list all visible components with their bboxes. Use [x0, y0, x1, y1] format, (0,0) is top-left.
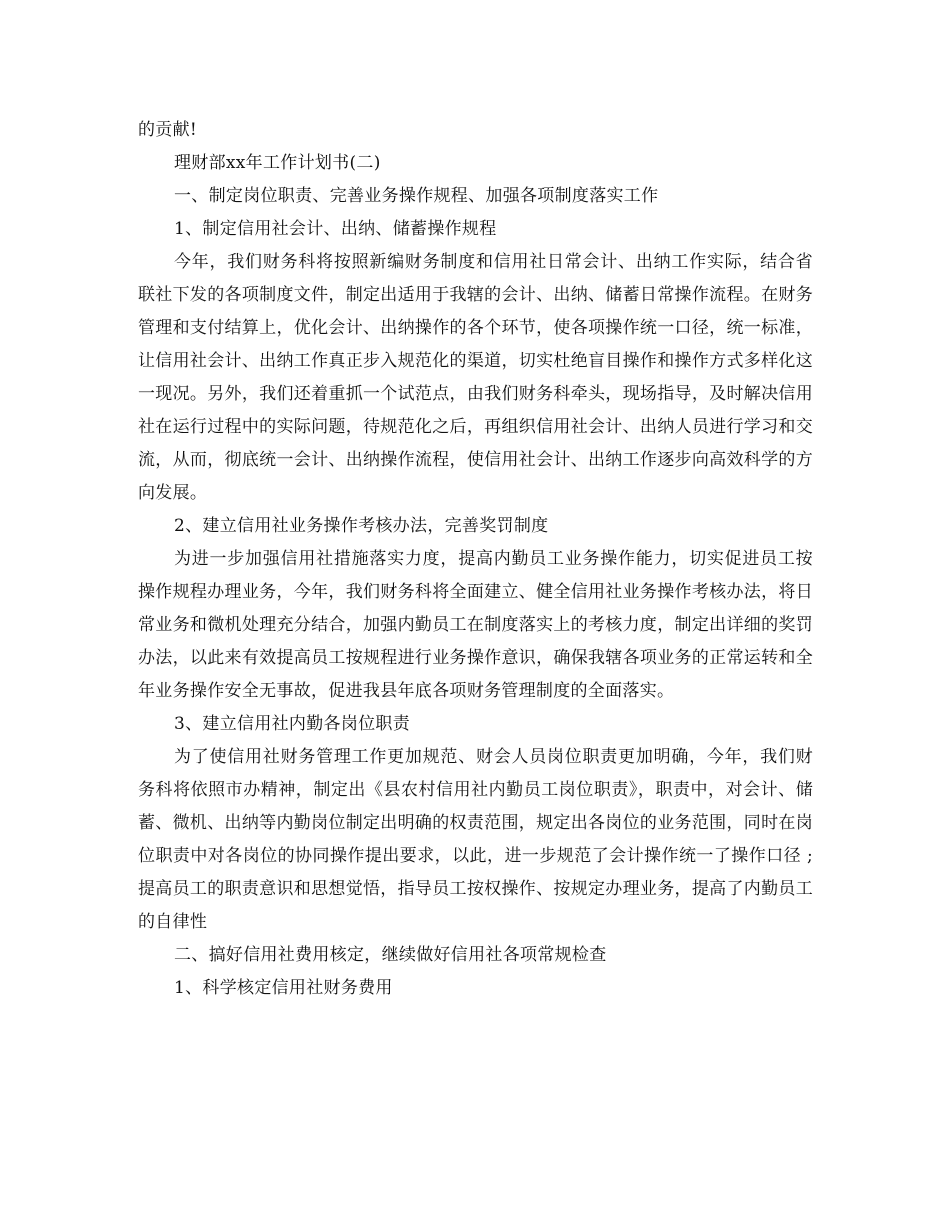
paragraph-closing-line: 的贡献!: [138, 120, 198, 140]
section-heading-1: 一、制定岗位职责、完善业务操作规程、加强各项制度落实工作: [174, 186, 659, 206]
subsection-heading-1-2: 2、建立信用社业务操作考核办法，完善奖罚制度: [174, 516, 549, 536]
document-body: [138, 114, 813, 1005]
body-paragraph: 今年，我们财务科将按照新编财务制度和信用社日常会计、出纳工作实际，结合省联社下发的各项制度文件，制定出适用于我辖的会计、出纳、储蓄日常操作流程。在财务管理和支付结算上，优化会计、出纳操作的各个环节，使各项操作统一口径，统一标准，让信用社会计、出纳工作真正步入规范化的渠道，切实杜绝盲目操作和操作方式多样化这一现况。另外，我们还着重抓一个试范点，由我们财务科牵头，现场指导，及时解决信用社在运行过程中的实际问题，待规范化之后，再组织信用社会计、出纳人员进行学习和交流，从而，彻底统一会计、出纳操作流程，使信用社会计、出纳工作逐步向高效科学的方向发展。: [138, 252, 813, 503]
subsection-heading-1-3: 3、建立信用社内勤各岗位职责: [174, 714, 411, 734]
body-paragraph: 为了使信用社财务管理工作更加规范、财会人员岗位职责更加明确，今年，我们财务科将依照市办精神，制定出《县农村信用社内勤员工岗位职责》，职责中，对会计、储蓄、微机、出纳等内勤岗位制定出明确的权责范围，规定出各岗位的业务范围，同时在岗位职责中对各岗位的协同操作提出要求，以此，进一步规范了会计操作统一了操作口径 ; 提高员工的职责意识和思想觉悟，指导员工按权操作、按规定办理业务，提高了内勤员工的自律性: [138, 747, 813, 932]
section-heading-2: 二、搞好信用社费用核定，继续做好信用社各项常规检查: [174, 945, 607, 965]
subsection-heading-1-1: 1、制定信用社会计、出纳、储蓄操作规程: [174, 219, 497, 239]
document-title: 理财部xx年工作计划书(二): [174, 153, 381, 173]
body-paragraph: 为进一步加强信用社措施落实力度，提高内勤员工业务操作能力，切实促进员工按操作规程办理业务，今年，我们财务科将全面建立、健全信用社业务操作考核办法，将日常业务和微机处理充分结合，加强内勤员工在制度落实上的考核力度，制定出详细的奖罚办法，以此来有效提高员工按规程进行业务操作意识，确保我辖各项业务的正常运转和全年业务操作安全无事故，促进我县年底各项财务管理制度的全面落实。: [138, 549, 813, 701]
subsection-heading-2-1: 1、科学核定信用社财务费用: [174, 978, 393, 998]
